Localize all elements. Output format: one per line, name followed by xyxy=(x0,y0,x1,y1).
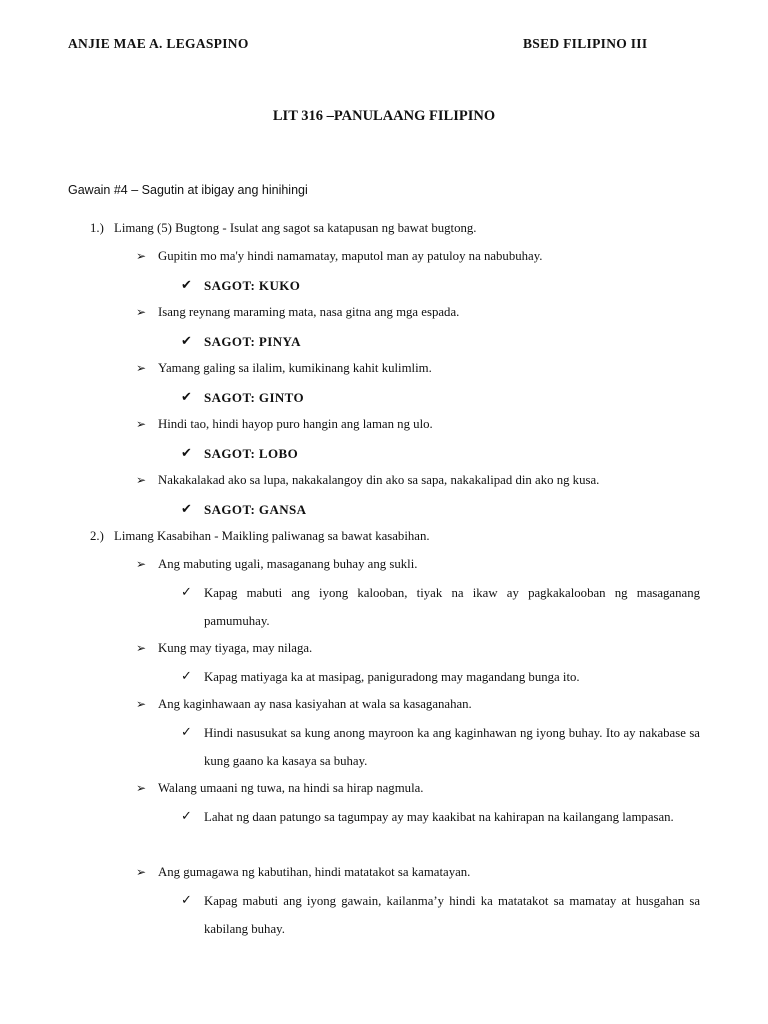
author-name: ANJIE MAE A. LEGASPINO xyxy=(68,36,249,51)
riddle-answer: SAGOT: GANSA xyxy=(204,502,307,517)
section1-number: 1.) xyxy=(90,221,104,235)
riddle-text: Nakakalakad ako sa lupa, nakakalangoy din ako sa sapa, nakakalipad din ako ng kusa. xyxy=(158,473,600,487)
saying-explanation: Kapag mabuti ang iyong gawain, kailanma’y hindi ka matatakot sa mamatay at husgahan sa kabilang buhay. xyxy=(204,894,700,936)
check-icon: ✔ xyxy=(181,277,192,292)
saying-explanation: Lahat ng daan patungo sa tagumpay ay may kaakibat na kahirapan na kailangang lampasan. xyxy=(204,810,674,824)
arrow-bullet-icon: ➢ xyxy=(136,697,147,711)
course-label: BSED FILIPINO III xyxy=(523,36,648,51)
arrow-bullet-icon: ➢ xyxy=(136,361,147,375)
saying-text: Ang gumagawa ng kabutihan, hindi matatakot sa kamatayan. xyxy=(158,865,471,879)
section2-heading: Limang Kasabihan - Maikling paliwanag sa bawat kasabihan. xyxy=(114,529,430,543)
riddle-text: Hindi tao, hindi hayop puro hangin ang laman ng ulo. xyxy=(158,417,433,431)
riddle-answer: SAGOT: KUKO xyxy=(204,278,301,293)
saying-explanation: Kapag matiyaga ka at masipag, paniguradong may magandang bunga ito. xyxy=(204,670,580,684)
check-icon: ✓ xyxy=(181,892,192,907)
saying-explanation: Kapag mabuti ang iyong kalooban, tiyak na ikaw ay pagkakalooban ng masaganang pamumuhay. xyxy=(204,586,700,628)
riddle-text: Isang reynang maraming mata, nasa gitna ang mga espada. xyxy=(158,305,460,319)
riddle-answer: SAGOT: LOBO xyxy=(204,446,299,461)
gawain-instruction: Gawain #4 – Sagutin at ibigay ang hinihingi xyxy=(68,183,308,197)
arrow-bullet-icon: ➢ xyxy=(136,557,147,571)
riddle-text: Gupitin mo ma'y hindi namamatay, maputol man ay patuloy na nabubuhay. xyxy=(158,249,543,263)
section2-number: 2.) xyxy=(90,529,104,543)
saying-text: Ang kaginhawaan ay nasa kasiyahan at wala sa kasaganahan. xyxy=(158,697,472,711)
check-icon: ✔ xyxy=(181,333,192,348)
saying-text: Ang mabuting ugali, masaganang buhay ang sukli. xyxy=(158,557,418,571)
check-icon: ✓ xyxy=(181,808,192,823)
check-icon: ✔ xyxy=(181,389,192,404)
check-icon: ✓ xyxy=(181,584,192,599)
check-icon: ✓ xyxy=(181,724,192,739)
check-icon: ✓ xyxy=(181,668,192,683)
riddle-answer: SAGOT: PINYA xyxy=(204,334,301,349)
arrow-bullet-icon: ➢ xyxy=(136,417,147,431)
saying-text: Kung may tiyaga, may nilaga. xyxy=(158,641,313,655)
arrow-bullet-icon: ➢ xyxy=(136,305,147,319)
riddle-answer: SAGOT: GINTO xyxy=(204,390,305,405)
check-icon: ✔ xyxy=(181,445,192,460)
check-icon: ✔ xyxy=(181,501,192,516)
arrow-bullet-icon: ➢ xyxy=(136,865,147,879)
arrow-bullet-icon: ➢ xyxy=(136,781,147,795)
riddle-text: Yamang galing sa ilalim, kumikinang kahit kulimlim. xyxy=(158,361,432,375)
saying-explanation: Hindi nasusukat sa kung anong mayroon ka ang kaginhawan ng iyong buhay. Ito ay nakabase sa kung gaano ka kasaya sa buhay. xyxy=(204,726,700,768)
arrow-bullet-icon: ➢ xyxy=(136,641,147,655)
arrow-bullet-icon: ➢ xyxy=(136,249,147,263)
saying-text: Walang umaani ng tuwa, na hindi sa hirap nagmula. xyxy=(158,781,424,795)
section1-heading: Limang (5) Bugtong - Isulat ang sagot sa katapusan ng bawat bugtong. xyxy=(114,221,477,235)
page-title: LIT 316 –PANULAANG FILIPINO xyxy=(272,108,496,124)
arrow-bullet-icon: ➢ xyxy=(136,473,147,487)
